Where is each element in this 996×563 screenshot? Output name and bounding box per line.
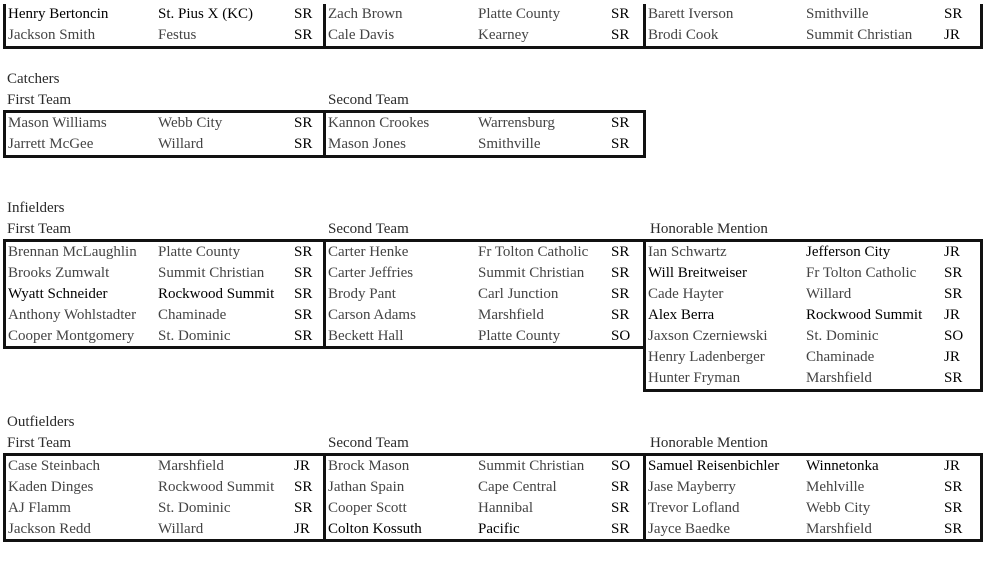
player-school: Jefferson City bbox=[806, 244, 891, 260]
player-school: Rockwood Summit bbox=[158, 479, 275, 495]
player-school: Pacific bbox=[478, 521, 520, 537]
table-row bbox=[6, 519, 323, 540]
player-year: SR bbox=[944, 6, 963, 22]
player-school: Platte County bbox=[478, 6, 561, 22]
player-year: SR bbox=[294, 479, 313, 495]
player-name: Colton Kossuth bbox=[328, 521, 422, 537]
player-year: SR bbox=[611, 115, 630, 131]
player-year: SR bbox=[294, 115, 313, 131]
player-school: Willard bbox=[158, 136, 204, 152]
player-year: SR bbox=[611, 136, 630, 152]
table-row bbox=[326, 4, 643, 25]
table-row bbox=[6, 477, 323, 498]
table-row bbox=[646, 347, 980, 368]
table-row bbox=[326, 263, 643, 284]
player-name: Brody Pant bbox=[328, 286, 396, 302]
infielders-first-team-heading: First Team bbox=[7, 221, 72, 237]
player-school: Marshfield bbox=[478, 307, 544, 323]
table-row bbox=[6, 113, 323, 134]
player-name: Kaden Dinges bbox=[8, 479, 94, 495]
table-row bbox=[646, 368, 980, 389]
player-year: SR bbox=[944, 479, 963, 495]
player-school: Smithville bbox=[806, 6, 869, 22]
table-row bbox=[326, 456, 643, 477]
table-row bbox=[646, 284, 980, 305]
player-year: SR bbox=[294, 328, 313, 344]
table-row bbox=[646, 242, 980, 263]
player-name: Brodi Cook bbox=[648, 27, 719, 43]
table-row bbox=[646, 263, 980, 284]
player-school: Winnetonka bbox=[806, 458, 879, 474]
table-row bbox=[326, 242, 643, 263]
player-name: Carson Adams bbox=[328, 307, 416, 323]
table-row bbox=[326, 477, 643, 498]
player-name: Samuel Reisenbichler bbox=[648, 458, 780, 474]
catchers-first-team-table bbox=[3, 110, 326, 158]
section-label-catchers: Catchers bbox=[7, 71, 60, 87]
table-row bbox=[646, 4, 980, 25]
infielders-hm-heading: Honorable Mention bbox=[650, 221, 768, 237]
player-school: Marshfield bbox=[806, 370, 872, 386]
player-school: Festus bbox=[158, 27, 197, 43]
player-name: Brock Mason bbox=[328, 458, 410, 474]
player-year: SR bbox=[944, 265, 963, 281]
player-school: Rockwood Summit bbox=[158, 286, 275, 302]
player-name: Jase Mayberry bbox=[648, 479, 736, 495]
player-name: Ian Schwartz bbox=[648, 244, 727, 260]
player-school: Hannibal bbox=[478, 500, 533, 516]
player-school: Webb City bbox=[806, 500, 871, 516]
player-school: St. Dominic bbox=[806, 328, 879, 344]
player-school: Marshfield bbox=[806, 521, 872, 537]
player-name: Jaxson Czerniewski bbox=[648, 328, 768, 344]
player-school: St. Pius X (KC) bbox=[158, 6, 254, 22]
table-row bbox=[326, 305, 643, 326]
player-school: Rockwood Summit bbox=[806, 307, 923, 323]
player-year: SR bbox=[294, 136, 313, 152]
player-school: Summit Christian bbox=[478, 458, 585, 474]
top-col1-table bbox=[3, 4, 326, 49]
player-name: Jayce Baedke bbox=[648, 521, 731, 537]
player-year: SR bbox=[611, 265, 630, 281]
player-name: Barett Iverson bbox=[648, 6, 734, 22]
table-row bbox=[6, 284, 323, 305]
table-row bbox=[326, 25, 643, 46]
table-row bbox=[6, 305, 323, 326]
player-year: SR bbox=[944, 286, 963, 302]
table-row bbox=[326, 498, 643, 519]
player-name: Carter Henke bbox=[328, 244, 409, 260]
player-school: Fr Tolton Catholic bbox=[806, 265, 917, 281]
player-year: SR bbox=[294, 244, 313, 260]
player-school: Willard bbox=[806, 286, 852, 302]
player-name: Kannon Crookes bbox=[328, 115, 430, 131]
outfielders-hm-heading: Honorable Mention bbox=[650, 435, 768, 451]
table-row bbox=[6, 456, 323, 477]
table-row bbox=[6, 326, 323, 347]
outfielders-second-team-heading: Second Team bbox=[328, 435, 409, 451]
table-row bbox=[6, 498, 323, 519]
player-year: JR bbox=[944, 27, 960, 43]
player-name: Brooks Zumwalt bbox=[8, 265, 110, 281]
player-name: Carter Jeffries bbox=[328, 265, 414, 281]
player-school: St. Dominic bbox=[158, 500, 231, 516]
section-label-infielders: Infielders bbox=[7, 200, 65, 216]
player-school: Mehlville bbox=[806, 479, 865, 495]
table-row bbox=[6, 25, 323, 46]
player-name: Mason Williams bbox=[8, 115, 107, 131]
table-row bbox=[326, 284, 643, 305]
player-school: Warrensburg bbox=[478, 115, 555, 131]
player-name: Jathan Spain bbox=[328, 479, 405, 495]
player-year: SR bbox=[294, 27, 313, 43]
catchers-second-team-table bbox=[323, 110, 646, 158]
player-year: SR bbox=[611, 307, 630, 323]
table-row bbox=[326, 134, 643, 155]
outfielders-first-team-table bbox=[3, 453, 326, 542]
player-school: Fr Tolton Catholic bbox=[478, 244, 589, 260]
player-school: Marshfield bbox=[158, 458, 224, 474]
table-row bbox=[646, 456, 980, 477]
player-name: Beckett Hall bbox=[328, 328, 404, 344]
player-school: Summit Christian bbox=[158, 265, 265, 281]
player-year: SR bbox=[611, 521, 630, 537]
top-col3-table bbox=[643, 4, 983, 49]
infielders-first-team-table bbox=[3, 239, 326, 349]
table-row bbox=[326, 326, 643, 347]
player-name: Alex Berra bbox=[648, 307, 715, 323]
table-row bbox=[646, 25, 980, 46]
player-school: Webb City bbox=[158, 115, 223, 131]
player-name: Jackson Redd bbox=[8, 521, 91, 537]
infielders-second-team-heading: Second Team bbox=[328, 221, 409, 237]
player-year: SO bbox=[944, 328, 964, 344]
player-year: JR bbox=[944, 244, 960, 260]
player-name: AJ Flamm bbox=[8, 500, 71, 516]
player-school: Willard bbox=[158, 521, 204, 537]
table-row bbox=[6, 134, 323, 155]
player-name: Zach Brown bbox=[328, 6, 403, 22]
table-row bbox=[646, 498, 980, 519]
player-year: SR bbox=[944, 500, 963, 516]
player-school: Cape Central bbox=[478, 479, 557, 495]
player-name: Will Breitweiser bbox=[648, 265, 747, 281]
player-name: Case Steinbach bbox=[8, 458, 101, 474]
section-label-outfielders: Outfielders bbox=[7, 414, 75, 430]
player-school: Carl Junction bbox=[478, 286, 559, 302]
player-year: SR bbox=[611, 244, 630, 260]
player-name: Cooper Scott bbox=[328, 500, 407, 516]
player-year: JR bbox=[294, 521, 310, 537]
table-row bbox=[326, 519, 643, 540]
table-row bbox=[326, 113, 643, 134]
player-name: Jackson Smith bbox=[8, 27, 96, 43]
player-year: SR bbox=[294, 6, 313, 22]
player-year: JR bbox=[944, 349, 960, 365]
catchers-second-team-heading: Second Team bbox=[328, 92, 409, 108]
player-year: SR bbox=[294, 500, 313, 516]
infielders-hm-table bbox=[643, 239, 983, 392]
player-year: SR bbox=[294, 265, 313, 281]
table-row bbox=[646, 326, 980, 347]
player-name: Brennan McLaughlin bbox=[8, 244, 137, 260]
player-year: SR bbox=[944, 521, 963, 537]
player-year: SR bbox=[294, 307, 313, 323]
player-name: Cooper Montgomery bbox=[8, 328, 135, 344]
player-name: Cale Davis bbox=[328, 27, 395, 43]
catchers-first-team-heading: First Team bbox=[7, 92, 72, 108]
table-row bbox=[6, 263, 323, 284]
table-row bbox=[646, 519, 980, 540]
player-year: SO bbox=[611, 328, 631, 344]
player-year: SO bbox=[611, 458, 631, 474]
player-year: SR bbox=[611, 479, 630, 495]
player-school: Chaminade bbox=[806, 349, 875, 365]
player-year: SR bbox=[611, 6, 630, 22]
player-school: Platte County bbox=[158, 244, 241, 260]
player-school: St. Dominic bbox=[158, 328, 231, 344]
outfielders-first-team-heading: First Team bbox=[7, 435, 72, 451]
player-name: Jarrett McGee bbox=[8, 136, 94, 152]
player-name: Mason Jones bbox=[328, 136, 406, 152]
player-name: Henry Bertoncin bbox=[8, 6, 109, 22]
player-school: Kearney bbox=[478, 27, 529, 43]
infielders-second-team-table bbox=[323, 239, 646, 349]
table-row bbox=[646, 477, 980, 498]
player-school: Chaminade bbox=[158, 307, 227, 323]
player-name: Trevor Lofland bbox=[648, 500, 740, 516]
table-row bbox=[6, 4, 323, 25]
player-year: JR bbox=[294, 458, 310, 474]
player-name: Henry Ladenberger bbox=[648, 349, 765, 365]
player-school: Smithville bbox=[478, 136, 541, 152]
player-name: Wyatt Schneider bbox=[8, 286, 108, 302]
table-row bbox=[646, 305, 980, 326]
player-name: Anthony Wohlstadter bbox=[8, 307, 137, 323]
player-school: Summit Christian bbox=[806, 27, 913, 43]
player-year: SR bbox=[294, 286, 313, 302]
player-year: SR bbox=[611, 286, 630, 302]
player-name: Cade Hayter bbox=[648, 286, 724, 302]
table-row bbox=[6, 242, 323, 263]
player-school: Summit Christian bbox=[478, 265, 585, 281]
outfielders-hm-table bbox=[643, 453, 983, 542]
player-year: SR bbox=[611, 27, 630, 43]
top-col2-table bbox=[323, 4, 646, 49]
player-name: Hunter Fryman bbox=[648, 370, 741, 386]
outfielders-second-team-table bbox=[323, 453, 646, 542]
player-year: SR bbox=[944, 370, 963, 386]
player-year: JR bbox=[944, 307, 960, 323]
player-school: Platte County bbox=[478, 328, 561, 344]
player-year: JR bbox=[944, 458, 960, 474]
player-year: SR bbox=[611, 500, 630, 516]
